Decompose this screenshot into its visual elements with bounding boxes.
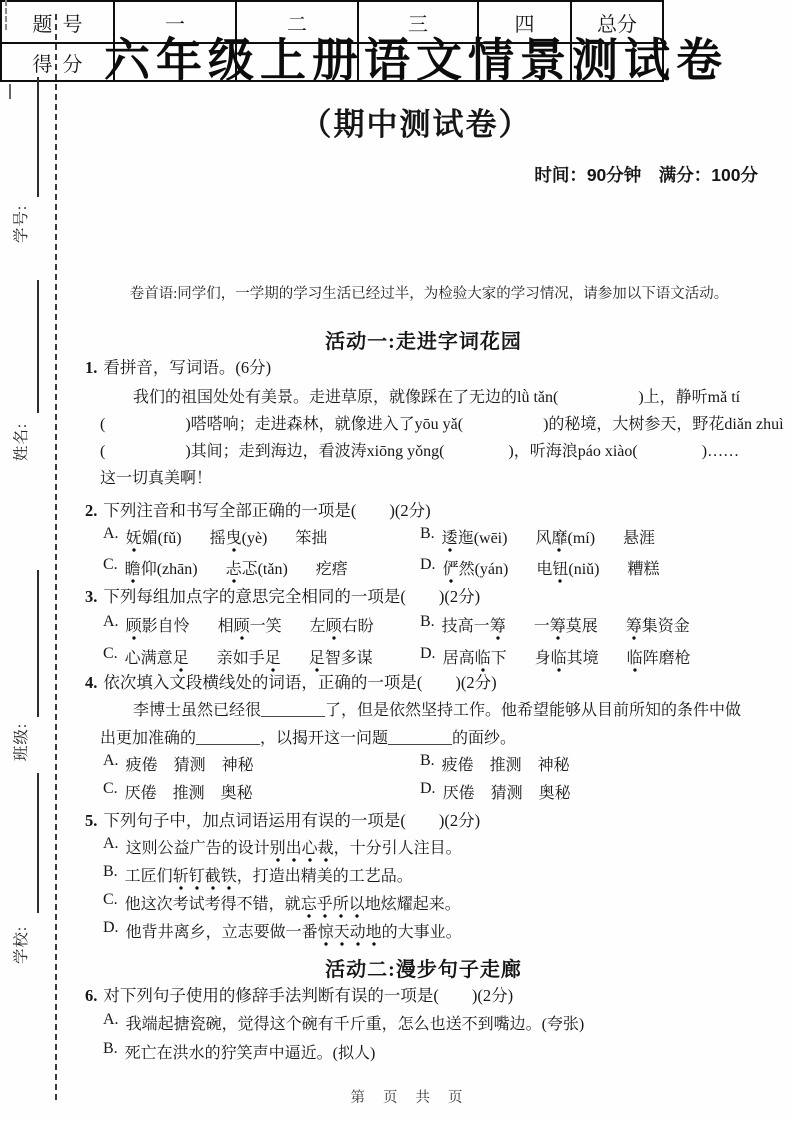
- page-footer: 第 页 共 页: [350, 1090, 470, 1106]
- question-3-stem: 3. 下列每组加点字的意思完全相同的一项是( )(2分): [85, 587, 481, 606]
- q4-options-row-2: [103, 780, 763, 803]
- option-d: D. 他背井离乡，立志要做一番惊天动地的大事业。: [103, 919, 763, 942]
- score-table-col-total: 总分: [571, 1, 663, 43]
- option-a: A. 妩媚(fǔ) 摇曳(yè) 笨拙: [103, 525, 420, 548]
- question-4-number: 4.: [85, 673, 98, 692]
- question-5-number: 5.: [85, 811, 98, 830]
- score-table-col-2: 二: [236, 1, 358, 43]
- option-b: B. 疲倦 推测 神秘: [420, 752, 570, 774]
- q2-options-row-1: [103, 525, 763, 548]
- q1-paragraph-line: 这一切真美啊！: [100, 470, 213, 487]
- activity1-heading: 活动一:走进字词花园: [325, 331, 522, 353]
- option-b: B. 技高一筹 一筹莫展 筹集资金: [420, 613, 690, 636]
- question-2-stem: 2. 下列注音和书写全部正确的一项是( )(2分): [85, 501, 431, 520]
- q1-paragraph-line: 我们的祖国处处有美景。走进草原，就像踩在了无边的lǜ tǎn( )上，静听mǎ tí: [133, 389, 741, 406]
- score-table-score-label: 得分: [1, 43, 114, 81]
- score-table-question-label: 题号: [1, 1, 114, 43]
- question-4-stem: 4. 依次填入文段横线处的词语，正确的一项是( )(2分): [85, 673, 497, 692]
- question-6-stem: 6. 对下列句子使用的修辞手法判断有误的一项是( )(2分): [85, 986, 514, 1005]
- page-title: 六年级上册语文情景测试卷: [104, 34, 728, 86]
- scan-edge-mark: [9, 84, 11, 99]
- option-a: A. 这则公益广告的设计别出心裁，十分引人注目。: [103, 835, 763, 858]
- question-1-stem: 1. 看拼音，写词语。(6分): [85, 358, 272, 377]
- option-c: C. 瞻仰(zhān) 忐忑(tǎn) 疙瘩: [103, 556, 420, 579]
- name-blank-line: [37, 280, 39, 413]
- option-b: B. 工匠们斩钉截铁，打造出精美的工艺品。: [103, 863, 763, 886]
- q4-paragraph-line: 李博士虽然已经很________了，但是依然坚持工作。他希望能够从目前所知的条件中做: [133, 702, 742, 719]
- option-c: C. 厌倦 推测 奥秘: [103, 780, 253, 802]
- option-a: A. 我端起搪瓷碗，觉得这个碗有千斤重，怎么也送不到嘴边。(夸张): [103, 1011, 585, 1033]
- option-b: B. 逶迤(wēi) 风靡(mí) 悬涯: [420, 525, 655, 548]
- school-blank-line: [37, 773, 39, 913]
- scan-edge-mark-top: [5, 0, 7, 30]
- q1-paragraph-line: ( )嗒嗒响；走进森林，就像进入了yōu yǎ( )的秘境，大树参天，野花diǎn zhuì: [100, 416, 784, 433]
- activity2-heading: 活动二:漫步句子走廊: [325, 959, 522, 981]
- q4-options-row-1: [103, 752, 763, 775]
- option-d: D. 俨然(yán) 电钮(niǔ) 糟糕: [420, 556, 660, 579]
- q2-options-row-2: [103, 556, 763, 579]
- question-3-number: 3.: [85, 587, 98, 606]
- time-score-info: 时间：90分钟 满分：100分: [534, 165, 758, 185]
- q3-options-row-1: [103, 613, 763, 636]
- option-a: A. 疲倦 猜测 神秘: [103, 752, 254, 774]
- question-2-number: 2.: [85, 501, 98, 520]
- option-d: D. 厌倦 猜测 奥秘: [420, 780, 571, 802]
- student-id-blank-line: [37, 77, 39, 197]
- question-5-stem: 5. 下列句子中，加点词语运用有误的一项是( )(2分): [85, 811, 481, 830]
- score-table-col-1: 一: [114, 1, 236, 43]
- score-table-col-4: 四: [478, 1, 571, 43]
- name-label: 姓名:: [13, 422, 30, 462]
- q4-paragraph-line: 出更加准确的________，以揭开这一问题________的面纱。: [100, 730, 517, 747]
- option-d: D. 居高临下 身临其境 临阵磨枪: [420, 645, 691, 668]
- student-id-label: 学号:: [13, 204, 30, 244]
- q1-paragraph-line: ( )其间；走到海边，看波涛xiōng yǒng( )，听海浪páo xiào( )……: [100, 443, 740, 460]
- score-table-col-3: 三: [358, 1, 478, 43]
- class-blank-line: [37, 570, 39, 717]
- page-subtitle: （期中测试卷）: [300, 107, 532, 142]
- preface-text: 卷首语:同学们，一学期的学习生活已经过半，为检验大家的学习情况，请参加以下语文活动。: [129, 286, 729, 302]
- question-6-number: 6.: [85, 986, 98, 1005]
- question-1-number: 1.: [85, 358, 98, 377]
- class-label: 班级:: [13, 722, 30, 762]
- school-label: 学校:: [13, 925, 30, 965]
- option-b: B. 死亡在洪水的狞笑声中逼近。(拟人): [103, 1040, 376, 1062]
- option-c: C. 他这次考试考得不错，就忘乎所以地炫耀起来。: [103, 891, 763, 914]
- option-c: C. 心满意足 亲如手足 足智多谋: [103, 645, 420, 668]
- option-a: A. 顾影自怜 相顾一笑 左顾右盼: [103, 613, 420, 636]
- seal-dashed-line: [55, 14, 57, 1100]
- q3-options-row-2: [103, 645, 763, 668]
